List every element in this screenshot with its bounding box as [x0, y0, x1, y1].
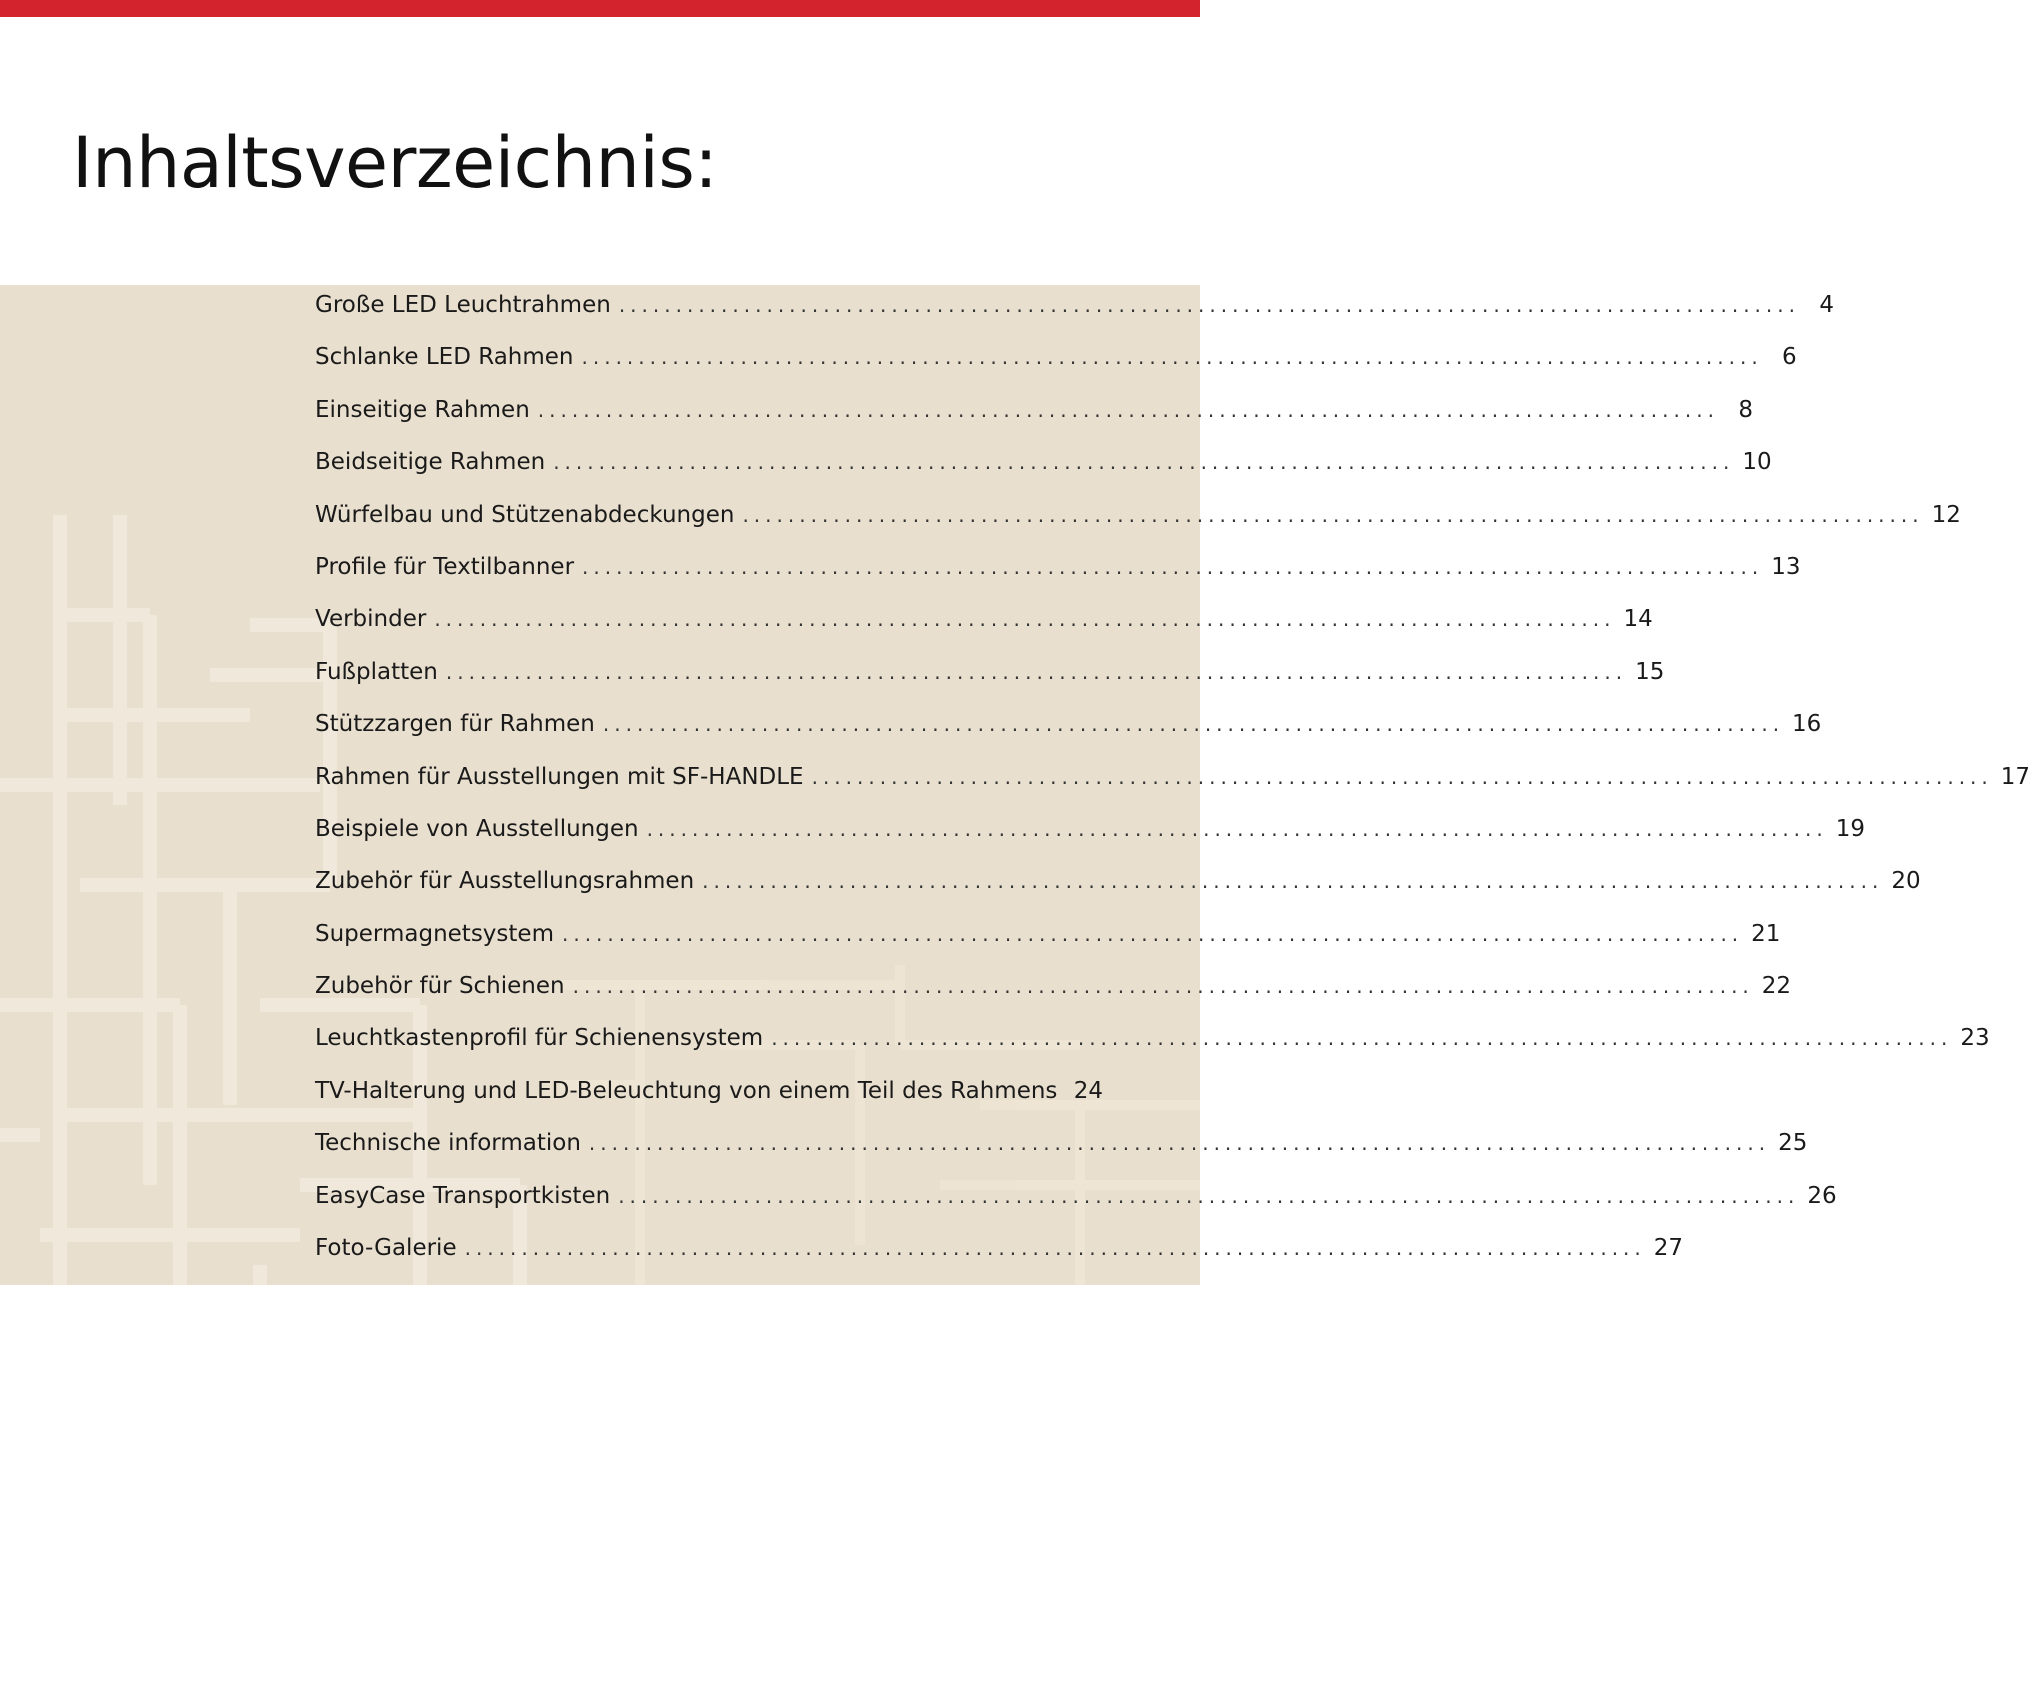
toc-entry[interactable] — [315, 704, 1822, 756]
toc-page-number: 13 — [1771, 553, 1801, 580]
toc-page-number: 27 — [1653, 1235, 1684, 1262]
toc-page-number: 25 — [1778, 1130, 1808, 1157]
toc-entry-title: Profile für Textilbanner — [315, 553, 575, 580]
toc-entry-title: Stützzargen für Rahmen — [315, 711, 595, 738]
toc-page-number: 4 — [1819, 292, 1834, 318]
toc-entry-title: Einseitige Rahmen — [315, 396, 530, 423]
toc-page-number: 10 — [1742, 449, 1772, 476]
toc-dot-leader: ........................................................................................................ — [618, 1183, 1800, 1208]
toc-dot-leader: ........................................................................................................ — [588, 1131, 1771, 1156]
toc-list — [315, 285, 2030, 1280]
toc-entry-title: Supermagnetsystem — [315, 920, 554, 947]
toc-entry-title: Rahmen für Ausstellungen mit SF-HANDLE — [315, 763, 804, 790]
toc-page-number: 22 — [1761, 973, 1792, 1000]
toc-entry[interactable] — [315, 1123, 1808, 1175]
toc-entry-title: Schlanke LED Rahmen — [315, 344, 574, 371]
toc-entry-title: Zubehör für Schienen — [315, 973, 565, 1000]
toc-page-number: 20 — [1891, 868, 1921, 895]
toc-entry[interactable] — [315, 285, 1834, 337]
toc-dot-leader: ........................................................................................................ — [464, 1236, 1646, 1261]
toc-page-number: 6 — [1782, 344, 1797, 371]
toc-dot-leader: ........................................................................................................ — [618, 293, 1800, 317]
toc-entry[interactable] — [315, 914, 1781, 966]
toc-entry[interactable] — [315, 966, 1792, 1018]
toc-page-number: 26 — [1807, 1182, 1837, 1209]
toc-page-number: 14 — [1623, 606, 1653, 633]
toc-entry[interactable] — [315, 390, 1753, 442]
toc-dot-leader: ........................................................................................................ — [771, 1026, 1953, 1051]
toc-dot-leader: ........................................................................................................ — [553, 450, 1735, 475]
toc-page-number: 12 — [1931, 501, 1961, 528]
toc-entry[interactable] — [315, 1228, 1684, 1280]
toc-entry[interactable] — [315, 1176, 1837, 1228]
page-title: Inhaltsverzeichnis: — [72, 122, 718, 204]
toc-entry[interactable] — [315, 337, 1797, 389]
toc-page-number: 16 — [1792, 711, 1822, 738]
toc-entry-title: TV-Halterung und LED-Beleuchtung von einem Teil des Rahmens — [315, 1077, 1058, 1104]
toc-page-number: 24 — [1073, 1077, 1103, 1104]
toc-dot-leader: ........................................................................................................ — [811, 764, 1993, 789]
toc-entry-title: Würfelbau und Stützenabdeckungen — [315, 501, 735, 528]
toc-entry[interactable] — [315, 1018, 1990, 1070]
toc-dot-leader: ........................................................................................................ — [561, 921, 1744, 946]
toc-entry-title: Zubehör für Ausstellungsrahmen — [315, 868, 695, 895]
toc-dot-leader: ........................................................................................................ — [582, 554, 1764, 579]
toc-page-number: 21 — [1751, 920, 1781, 947]
toc-dot-leader: ........................................................................................................ — [742, 502, 1924, 527]
toc-entry-title: Verbinder — [315, 606, 427, 633]
toc-entry-title: Foto-Galerie — [315, 1235, 457, 1262]
toc-panel — [0, 285, 2030, 1285]
toc-page-number: 17 — [2000, 763, 2030, 790]
toc-entry[interactable] — [315, 757, 2030, 809]
toc-entry[interactable] — [315, 495, 1961, 547]
toc-page-number: 8 — [1738, 396, 1753, 423]
toc-entry-title: EasyCase Transportkisten — [315, 1182, 611, 1209]
toc-entry-title: Technische information — [315, 1130, 581, 1157]
top-accent-bar — [0, 0, 1200, 17]
toc-dot-leader: ........................................................................................................ — [434, 607, 1616, 632]
toc-entry-title: Beispiele von Ausstellungen — [315, 815, 639, 842]
toc-entry[interactable] — [315, 547, 1801, 599]
toc-dot-leader: ........................................................................................................ — [602, 712, 1785, 737]
toc-entry[interactable] — [315, 599, 1653, 651]
toc-dot-leader: ........................................................................................................ — [445, 659, 1628, 684]
toc-entry-title: Große LED Leuchtrahmen — [315, 292, 611, 318]
toc-entry-title: Leuchtkastenprofil für Schienensystem — [315, 1025, 764, 1052]
toc-dot-leader: ........................................................................................................ — [581, 345, 1763, 370]
toc-entry[interactable] — [315, 442, 1772, 494]
toc-dot-leader: ........................................................................................................ — [537, 397, 1719, 422]
toc-entry-title: Fußplatten — [315, 658, 438, 685]
toc-entry[interactable] — [315, 809, 1866, 861]
toc-dot-leader: ........................................................................................................ — [702, 869, 1884, 894]
toc-page-number: 23 — [1960, 1025, 1990, 1052]
toc-dot-leader: ........................................................................................................ — [572, 974, 1754, 999]
toc-page-number: 15 — [1635, 658, 1665, 685]
toc-entry[interactable] — [315, 861, 1921, 913]
toc-entry[interactable] — [315, 652, 1665, 704]
toc-page-number: 19 — [1835, 815, 1866, 842]
toc-dot-leader: ........................................................................................................ — [646, 816, 1828, 841]
toc-entry-title: Beidseitige Rahmen — [315, 449, 546, 476]
toc-entry[interactable] — [315, 1071, 1103, 1123]
